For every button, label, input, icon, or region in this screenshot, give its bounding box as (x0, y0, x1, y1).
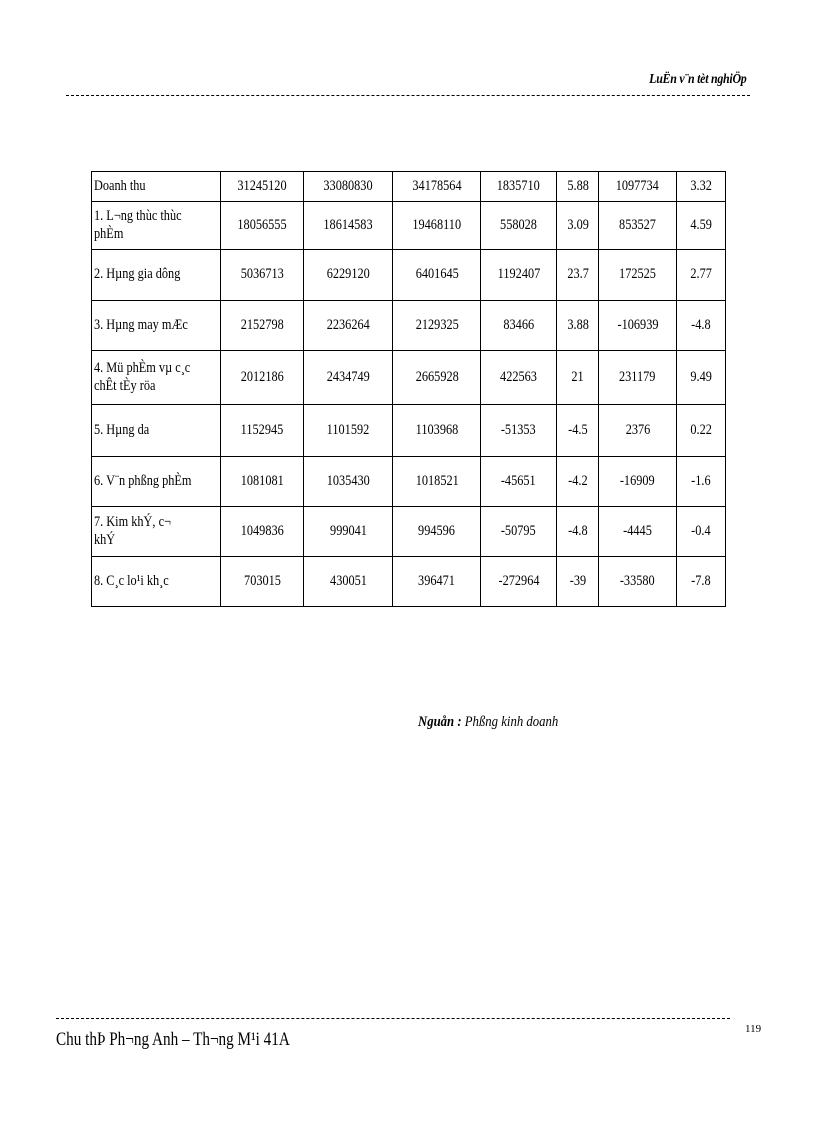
table-row (92, 405, 726, 457)
cell-value: 1049836 (240, 522, 284, 539)
row-label: 2. Hµng gia dông (94, 266, 181, 283)
value-cell (304, 557, 393, 607)
value-cell (599, 250, 677, 301)
cell-value: 18614583 (323, 216, 374, 233)
value-cell (481, 250, 557, 301)
value-cell (677, 172, 726, 202)
cell-value: 2.77 (690, 266, 712, 283)
cell-value: 9.49 (690, 368, 712, 385)
value-cell (220, 557, 304, 607)
cell-value: 0.22 (690, 421, 712, 438)
cell-value: 3.32 (690, 177, 712, 194)
cell-value: 1035430 (326, 472, 370, 489)
cell-value: 2376 (625, 421, 650, 438)
value-cell (481, 172, 557, 202)
row-label-cell (92, 557, 221, 607)
value-cell (393, 202, 481, 250)
footer-divider (56, 1018, 730, 1019)
value-cell (393, 457, 481, 507)
cell-value: 1192407 (497, 266, 541, 283)
cell-value: 703015 (243, 572, 281, 589)
cell-value: 34178564 (412, 177, 462, 194)
cell-value: 558028 (500, 216, 538, 233)
value-cell (220, 172, 304, 202)
row-label-cell (92, 301, 221, 351)
value-cell (677, 405, 726, 457)
cell-value: 19468110 (412, 216, 462, 233)
cell-value: 172525 (619, 266, 657, 283)
page-number: 119 (745, 1023, 762, 1035)
row-label-cell (92, 172, 221, 202)
value-cell (599, 172, 677, 202)
value-cell (599, 557, 677, 607)
value-cell (481, 557, 557, 607)
value-cell (220, 507, 304, 557)
table-row (92, 351, 726, 405)
cell-value: 430051 (329, 572, 367, 589)
cell-value: 1018521 (415, 472, 459, 489)
value-cell (677, 457, 726, 507)
cell-value: -4.2 (567, 472, 588, 489)
cell-value: 18056555 (237, 216, 287, 233)
value-cell (481, 405, 557, 457)
cell-value: -33580 (620, 572, 656, 589)
value-cell (557, 172, 599, 202)
row-label: 7. Kim khÝ, c¬ khÝ (94, 514, 171, 548)
cell-value: 999041 (329, 522, 367, 539)
value-cell (557, 557, 599, 607)
value-cell (599, 457, 677, 507)
cell-value: 4.59 (690, 216, 712, 233)
cell-value: 396471 (418, 572, 456, 589)
value-cell (557, 202, 599, 250)
cell-value: 994596 (418, 522, 456, 539)
cell-value: -51353 (501, 421, 537, 438)
row-label-cell (92, 202, 221, 250)
row-label-cell (92, 250, 221, 301)
cell-value: 422563 (500, 368, 538, 385)
source-text: Phßng kinh doanh (461, 714, 559, 730)
cell-value: 83466 (503, 316, 535, 333)
value-cell (677, 351, 726, 405)
value-cell (220, 202, 304, 250)
header-divider (66, 95, 750, 96)
value-cell (304, 457, 393, 507)
value-cell (557, 250, 599, 301)
cell-value: -4.5 (567, 421, 588, 438)
value-cell (220, 405, 304, 457)
value-cell (677, 507, 726, 557)
table-row (92, 507, 726, 557)
value-cell (393, 351, 481, 405)
cell-value: -7.8 (691, 572, 711, 589)
row-label-cell (92, 351, 221, 405)
value-cell (481, 351, 557, 405)
value-cell (677, 250, 726, 301)
row-label: 8. C¸c lo¹i kh¸c (94, 572, 169, 589)
cell-value: 2434749 (326, 368, 370, 385)
value-cell (220, 457, 304, 507)
source-note (418, 714, 558, 731)
value-cell (557, 405, 599, 457)
cell-value: -45651 (501, 472, 537, 489)
value-cell (393, 250, 481, 301)
row-label: 1. L¬ng thùc thùc phÈm (94, 208, 182, 242)
revenue-table (91, 171, 726, 607)
row-label-cell (92, 457, 221, 507)
value-cell (304, 301, 393, 351)
value-cell (557, 457, 599, 507)
footer-author: Chu thÞ Ph¬ng Anh – Th¬ng M¹i 41A (56, 1029, 290, 1050)
header-title: LuËn v¨n tèt nghiÖp (648, 72, 746, 87)
cell-value: 2665928 (415, 368, 459, 385)
cell-value: -1.6 (691, 472, 711, 489)
value-cell (304, 507, 393, 557)
cell-value: 5036713 (240, 266, 284, 283)
cell-value: 2236264 (326, 316, 370, 333)
row-label: 4. Mü phÈm vµ c¸c chÊt tÈy röa (94, 360, 191, 394)
cell-value: 3.09 (566, 216, 589, 233)
value-cell (599, 301, 677, 351)
cell-value: 3.88 (566, 316, 589, 333)
value-cell (677, 202, 726, 250)
value-cell (481, 301, 557, 351)
cell-value: -4.8 (691, 316, 711, 333)
cell-value: 5.88 (566, 177, 589, 194)
value-cell (393, 405, 481, 457)
cell-value: 6229120 (326, 266, 370, 283)
cell-value: -106939 (617, 316, 659, 333)
cell-value: -4445 (623, 522, 652, 539)
row-label: 3. Hµng may mÆc (94, 316, 188, 333)
value-cell (220, 301, 304, 351)
cell-value: 2152798 (240, 316, 284, 333)
value-cell (599, 202, 677, 250)
cell-value: 33080830 (323, 177, 374, 194)
value-cell (393, 557, 481, 607)
value-cell (557, 301, 599, 351)
cell-value: 2012186 (240, 368, 284, 385)
table-row (92, 250, 726, 301)
cell-value: 1097734 (616, 177, 660, 194)
value-cell (481, 457, 557, 507)
row-label-cell (92, 507, 221, 557)
value-cell (677, 557, 726, 607)
table-row (92, 457, 726, 507)
value-cell (481, 202, 557, 250)
cell-value: 1101592 (327, 421, 370, 438)
table-row (92, 172, 726, 202)
table-row (92, 557, 726, 607)
table-row (92, 301, 726, 351)
value-cell (304, 405, 393, 457)
cell-value: 1152945 (240, 421, 284, 438)
table-row (92, 202, 726, 250)
cell-value: 1103968 (415, 421, 459, 438)
value-cell (304, 250, 393, 301)
value-cell (220, 351, 304, 405)
cell-value: -39 (569, 572, 586, 589)
value-cell (393, 507, 481, 557)
cell-value: 231179 (619, 368, 656, 385)
cell-value: 1081081 (240, 472, 284, 489)
row-label: 5. Hµng da (94, 421, 150, 438)
table-body (92, 172, 726, 607)
cell-value: -0.4 (691, 522, 711, 539)
value-cell (557, 351, 599, 405)
row-label: 6. V¨n phßng phÈm (94, 472, 192, 489)
value-cell (304, 202, 393, 250)
cell-value: 853527 (619, 216, 657, 233)
source-label: Nguån : (418, 714, 462, 730)
value-cell (304, 172, 393, 202)
value-cell (393, 301, 481, 351)
value-cell (304, 351, 393, 405)
cell-value: -50795 (501, 522, 537, 539)
value-cell (393, 172, 481, 202)
cell-value: -272964 (498, 572, 540, 589)
cell-value: 31245120 (237, 177, 287, 194)
value-cell (599, 507, 677, 557)
row-label-cell (92, 405, 221, 457)
value-cell (599, 405, 677, 457)
value-cell (481, 507, 557, 557)
cell-value: 2129325 (415, 316, 459, 333)
cell-value: 6401645 (415, 266, 459, 283)
cell-value: 23.7 (566, 266, 589, 283)
cell-value: 1835710 (497, 177, 541, 194)
value-cell (599, 351, 677, 405)
value-cell (677, 301, 726, 351)
row-label: Doanh thu (94, 177, 146, 194)
value-cell (220, 250, 304, 301)
cell-value: -16909 (620, 472, 656, 489)
cell-value: -4.8 (567, 522, 588, 539)
cell-value: 21 (571, 368, 584, 385)
value-cell (557, 507, 599, 557)
